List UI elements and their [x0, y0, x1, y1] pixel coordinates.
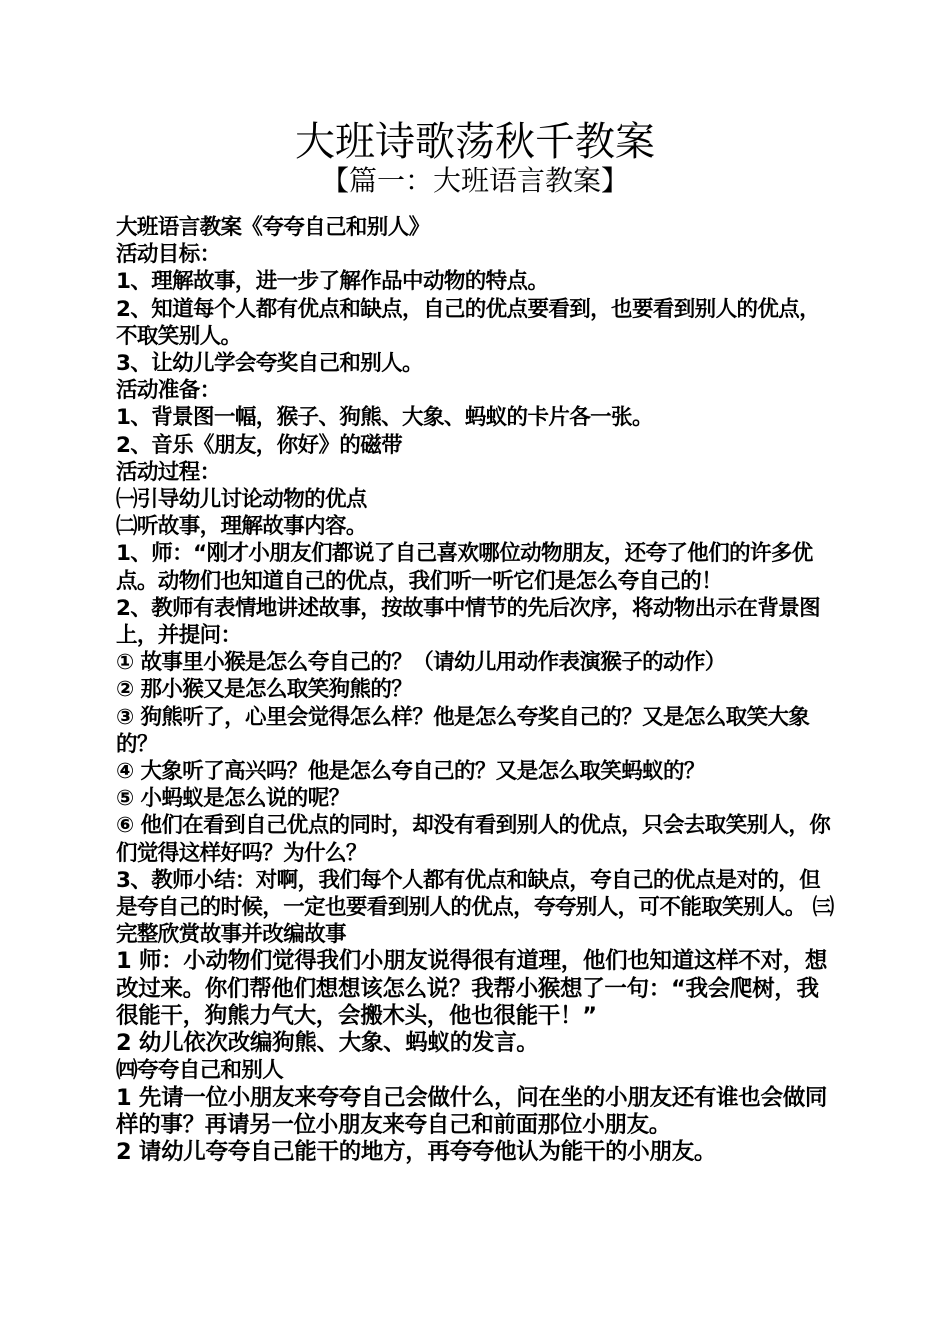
question-item: ⑥ 他们在看到自己优点的同时，却没有看到别人的优点，只会去取笑别人，你们觉得这样好吗？为什么？	[116, 813, 831, 866]
goal-item: 1、理解故事，进一步了解作品中动物的特点。	[116, 269, 549, 295]
process-paragraph: 1、师：“刚才小朋友们都说了自己喜欢哪位动物朋友，还夸了他们的许多优点。动物们也知道自己的优点，我们听一听它们是怎么夸自己的！	[116, 541, 813, 594]
preparation-item: 1、背景图一幅，猴子、狗熊、大象、蚂蚁的卡片各一张。	[116, 405, 653, 431]
process-paragraph: 1 师：小动物们觉得我们小朋友说得很有道理，他们也知道这样不对，想改过来。你们帮他们想想该怎么说？我帮小猴想了一句：“我会爬树，我很能干，狗熊力气大，会搬木头，他也很能干！”	[116, 948, 828, 1029]
question-item: ③ 狗熊听了，心里会觉得怎么样？他是怎么夸奖自己的？又是怎么取笑大象的？	[116, 704, 810, 757]
section-heading-preparation: 活动准备：	[116, 378, 221, 404]
section-heading-process: 活动过程：	[116, 459, 221, 485]
process-step: ㈣夸夸自己和别人	[116, 1058, 284, 1084]
process-paragraph: 1 先请一位小朋友来夸夸自己会做什么，问在坐的小朋友还有谁也会做同样的事？再请另一位小朋友来夸自己和前面那位小朋友。	[116, 1084, 828, 1138]
process-paragraph: 2 请幼儿夸夸自己能干的地方，再夸夸他认为能干的小朋友。	[116, 1138, 717, 1165]
lesson-heading: 大班语言教案《夸夸自己和别人》	[116, 215, 430, 240]
process-paragraph: 2 幼儿依次改编狗熊、大象、蚂蚁的发言。	[116, 1030, 539, 1057]
document-subtitle: 【篇一：大班语言教案】	[320, 164, 629, 197]
document-title: 大班诗歌荡秋千教案	[295, 119, 655, 165]
question-item: ④ 大象听了高兴吗？他是怎么夸自己的？又是怎么取笑蚂蚁的？	[116, 759, 705, 785]
question-item: ① 故事里小猴是怎么夸自己的？（请幼儿用动作表演猴子的动作）	[116, 650, 726, 676]
process-step: ㈡听故事，理解故事内容。	[116, 514, 367, 540]
goal-item: 3、让幼儿学会夸奖自己和别人。	[116, 351, 423, 377]
preparation-item: 2、音乐《朋友，你好》的磁带	[116, 432, 403, 458]
process-paragraph: 3、教师小结：对啊，我们每个人都有优点和缺点，夸自己的优点是对的，但是夸自己的时候，一定也要看到别人的优点，夸夸别人，可不能取笑别人。 ㈢完整欣赏故事并改编故事	[116, 867, 834, 948]
question-item: ② 那小猴又是怎么取笑狗熊的？	[116, 677, 413, 703]
process-paragraph: 2、教师有表情地讲述故事，按故事中情节的先后次序，将动物出示在背景图上，并提问：	[116, 595, 821, 649]
process-step: ㈠引导幼儿讨论动物的优点	[116, 487, 367, 513]
question-item: ⑤ 小蚂蚁是怎么说的呢？	[116, 786, 350, 812]
section-heading-goals: 活动目标：	[116, 242, 221, 268]
document-body	[116, 214, 838, 1166]
goal-item: 2、知道每个人都有优点和缺点，自己的优点要看到，也要看到别人的优点，不取笑别人。	[116, 296, 821, 349]
